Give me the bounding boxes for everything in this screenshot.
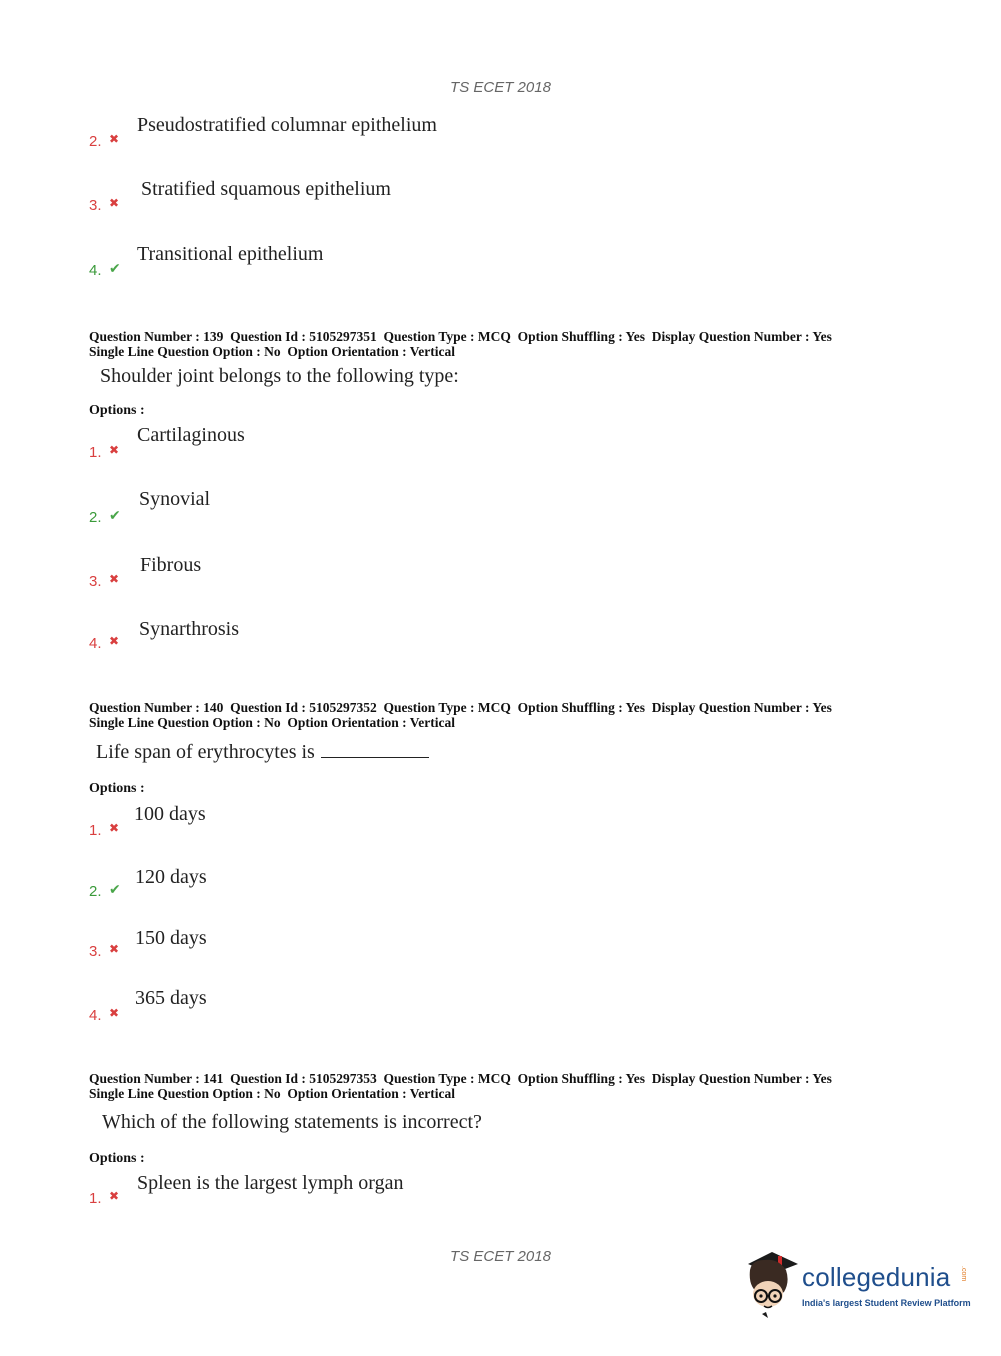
- question-text: Which of the following statements is incorrect?: [102, 1111, 482, 1133]
- question-meta: [89, 701, 909, 730]
- option-number: 4.: [89, 262, 102, 279]
- question-text: [96, 741, 429, 764]
- option-item[interactable]: [89, 100, 789, 150]
- cross-icon: ✖: [109, 821, 120, 835]
- option-item[interactable]: [89, 164, 789, 214]
- logo-dotcom: .com: [960, 1266, 967, 1282]
- options-label: Options :: [89, 781, 145, 796]
- option-number: 1.: [89, 1190, 102, 1207]
- check-icon: ✔: [109, 882, 121, 898]
- options-label: Options :: [89, 1151, 145, 1166]
- mascot-icon: [742, 1248, 802, 1320]
- option-number: 4.: [89, 1007, 102, 1024]
- cross-icon: ✖: [109, 1006, 120, 1020]
- question-text-content: Life span of erythrocytes is: [96, 741, 315, 763]
- question-meta: [89, 1072, 909, 1101]
- logo-tagline: India's largest Student Review Platform: [802, 1298, 971, 1308]
- check-icon: ✔: [109, 261, 121, 277]
- cross-icon: ✖: [109, 196, 120, 210]
- question-meta-line2: Single Line Question Option : No Option Orientation : Vertical: [89, 714, 456, 730]
- cross-icon: ✖: [109, 572, 120, 586]
- option-text: 100 days: [134, 803, 206, 825]
- option-item[interactable]: [89, 476, 789, 526]
- option-text: Stratified squamous epithelium: [141, 178, 391, 200]
- option-number: 3.: [89, 943, 102, 960]
- cross-icon: ✖: [109, 132, 120, 146]
- option-text: Pseudostratified columnar epithelium: [137, 114, 437, 136]
- option-number: 3.: [89, 197, 102, 214]
- option-item[interactable]: [89, 850, 789, 900]
- option-item[interactable]: [89, 1157, 789, 1207]
- option-item[interactable]: [89, 411, 789, 461]
- option-text: Fibrous: [140, 554, 202, 576]
- option-number: 2.: [89, 883, 102, 900]
- option-number: 1.: [89, 822, 102, 839]
- question-meta-line2: Single Line Question Option : No Option Orientation : Vertical: [89, 343, 456, 359]
- question-meta-line1: Question Number : 139 Question Id : 5105297351 Question Type : MCQ Option Shuffling : Yes Display Question Number : Yes: [89, 329, 832, 344]
- logo-brand-text: collegedunia: [802, 1262, 951, 1292]
- page-header: TS ECET 2018: [450, 79, 551, 96]
- option-text: 150 days: [135, 927, 207, 949]
- option-item[interactable]: [89, 910, 789, 960]
- option-text: Synarthrosis: [139, 618, 239, 640]
- option-number: 2.: [89, 509, 102, 526]
- question-meta: [89, 330, 909, 359]
- cross-icon: ✖: [109, 1189, 120, 1203]
- option-text: Spleen is the largest lymph organ: [137, 1172, 404, 1194]
- option-text: Transitional epithelium: [137, 243, 324, 265]
- option-item[interactable]: [89, 540, 789, 590]
- page-footer: TS ECET 2018: [450, 1248, 551, 1265]
- options-label: Options :: [89, 403, 145, 418]
- question-meta-line2: Single Line Question Option : No Option Orientation : Vertical: [89, 1085, 456, 1101]
- option-text: Synovial: [139, 488, 211, 510]
- option-number: 2.: [89, 133, 102, 150]
- option-text: Cartilaginous: [137, 424, 245, 446]
- cross-icon: ✖: [109, 942, 120, 956]
- option-item[interactable]: [89, 602, 789, 652]
- collegedunia-logo[interactable]: [742, 1248, 972, 1320]
- option-number: 1.: [89, 444, 102, 461]
- option-text: 365 days: [135, 987, 207, 1009]
- question-text: Shoulder joint belongs to the following type:: [100, 365, 459, 387]
- option-item[interactable]: [89, 974, 789, 1024]
- cross-icon: ✖: [109, 443, 120, 457]
- question-meta-line1: Question Number : 140 Question Id : 5105297352 Question Type : MCQ Option Shuffling : Yes Display Question Number : Yes: [89, 700, 832, 715]
- option-text: 120 days: [135, 866, 207, 888]
- cross-icon: ✖: [109, 634, 120, 648]
- question-meta-line1: Question Number : 141 Question Id : 5105297353 Question Type : MCQ Option Shuffling : Yes Display Question Number : Yes: [89, 1071, 832, 1086]
- answer-blank: [321, 743, 429, 758]
- option-item[interactable]: [89, 229, 789, 279]
- option-number: 4.: [89, 635, 102, 652]
- check-icon: ✔: [109, 508, 121, 524]
- option-item[interactable]: [89, 789, 789, 839]
- option-number: 3.: [89, 573, 102, 590]
